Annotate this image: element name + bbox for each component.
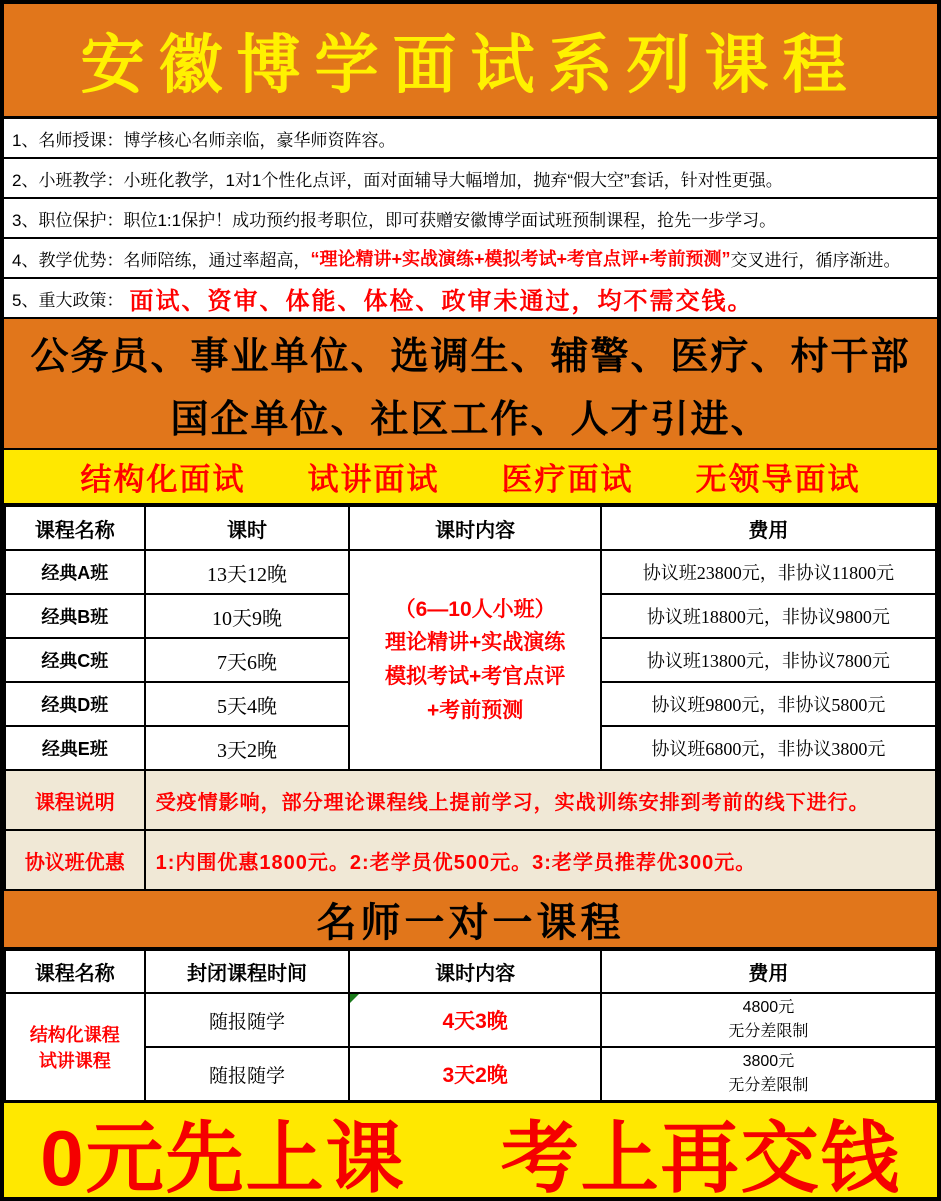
one-on-one-course-name: 结构化课程 — [29, 1025, 120, 1045]
column-header-content: 课时内容 — [349, 506, 600, 550]
course-content-cell — [349, 550, 600, 770]
course-hours-cell: 13天12晚 — [145, 550, 350, 594]
feature-text: 博学核心名师亲临，豪华师资阵容。 — [123, 130, 396, 150]
course-table-header-row — [5, 506, 936, 550]
one-on-one-hours: 4天3晚 — [442, 1010, 508, 1033]
course-name-cell: 经典A班 — [5, 550, 145, 594]
one-on-one-hours-cell — [349, 993, 600, 1047]
audience-banner — [4, 319, 937, 450]
one-on-one-hours: 3天2晚 — [442, 1064, 508, 1087]
note-label-cell: 协议班优惠 — [5, 830, 145, 890]
course-note-row-discount — [5, 830, 936, 890]
feature-row-3 — [4, 199, 937, 239]
fee-note: 无分差限制 — [728, 1023, 809, 1040]
one-on-one-hours-cell — [349, 1047, 600, 1101]
one-on-one-time-cell: 随报随学 — [145, 1047, 350, 1101]
interview-type-medical: 医疗面试 — [501, 462, 634, 497]
note-label-cell: 课程说明 — [5, 770, 145, 830]
footer-slogan-left: 0元先上课 — [40, 1114, 406, 1201]
course-row-a — [5, 550, 936, 594]
poster-header — [4, 4, 937, 119]
feature-label: 5、重大政策： — [12, 290, 124, 310]
audience-line-2: 国企单位、社区工作、人才引进、 — [170, 398, 771, 441]
one-on-one-row-lecture — [5, 1047, 936, 1101]
course-fee-cell: 协议班23800元，非协议11800元 — [601, 550, 936, 594]
course-hours-cell: 10天9晚 — [145, 594, 350, 638]
course-fee-cell: 协议班9800元，非协议5800元 — [601, 682, 936, 726]
feature-row-2 — [4, 159, 937, 199]
feature-label: 1、名师授课： — [12, 130, 124, 150]
course-note-row-description — [5, 770, 936, 830]
column-header-schedule: 封闭课程时间 — [145, 950, 350, 993]
feature-text: 名师陪练，通过率超高， — [123, 250, 311, 270]
column-header-course-name: 课程名称 — [5, 506, 145, 550]
course-name-cell: 经典E班 — [5, 726, 145, 770]
one-on-one-fee-cell — [601, 1047, 936, 1101]
column-header-course-name: 课程名称 — [5, 950, 145, 993]
one-on-one-time-cell: 随报随学 — [145, 993, 350, 1047]
footer-slogan-right: 考上再交钱 — [500, 1114, 901, 1201]
feature-row-5 — [4, 279, 937, 319]
feature-policy: 面试、资审、体能、体检、政审未通过，均不需交钱。 — [129, 288, 754, 315]
content-line: +考前预测 — [427, 698, 524, 722]
one-on-one-fee-cell — [601, 993, 936, 1047]
feature-text: 小班化教学，1对1个性化点评，面对面辅导大幅增加，抛弃“假大空”套话，针对性更强。 — [123, 170, 783, 190]
course-hours-cell: 3天2晚 — [145, 726, 350, 770]
column-header-hours: 课时 — [145, 506, 350, 550]
interview-type-leaderless: 无领导面试 — [695, 462, 861, 497]
fee-note: 无分差限制 — [728, 1077, 809, 1094]
column-header-content: 课时内容 — [349, 950, 600, 993]
feature-label: 4、教学优势： — [12, 250, 124, 270]
features-list — [4, 119, 937, 319]
feature-suffix: 交叉进行，循序渐进。 — [730, 250, 901, 270]
feature-row-1 — [4, 119, 937, 159]
column-header-fee: 费用 — [601, 506, 936, 550]
one-on-one-banner — [4, 891, 937, 949]
note-text-cell: 1:内围优惠1800元。2:老学员优500元。3:老学员推荐优300元。 — [145, 830, 936, 890]
course-fee-cell: 协议班6800元，非协议3800元 — [601, 726, 936, 770]
course-table — [4, 505, 937, 891]
note-text-cell: 受疫情影响，部分理论课程线上提前学习，实战训练安排到考前的线下进行。 — [145, 770, 936, 830]
interview-type-lecture: 试讲面试 — [307, 462, 440, 497]
one-on-one-course-name: 试讲课程 — [38, 1051, 111, 1071]
content-line: 理论精讲+实战演练 — [385, 631, 566, 655]
interview-type-structured: 结构化面试 — [80, 462, 246, 497]
cell-comment-marker-icon — [350, 994, 359, 1003]
feature-label: 2、小班教学： — [12, 170, 124, 190]
poster-title: 安徽博学面试系列课程 — [80, 30, 861, 101]
course-fee-cell: 协议班13800元，非协议7800元 — [601, 638, 936, 682]
one-on-one-course-names-cell — [5, 993, 145, 1101]
feature-text: 职位1:1保护！成功预约报考职位，即可获赠安徽博学面试班预制课程，抢先一步学习。 — [123, 210, 777, 230]
course-name-cell: 经典D班 — [5, 682, 145, 726]
feature-row-4 — [4, 239, 937, 279]
column-header-fee: 费用 — [601, 950, 936, 993]
course-hours-cell: 7天6晚 — [145, 638, 350, 682]
one-on-one-title: 名师一对一课程 — [316, 900, 625, 945]
footer-banner — [4, 1102, 937, 1201]
content-line: 模拟考试+考官点评 — [385, 665, 566, 688]
fee-amount: 3800元 — [742, 1053, 795, 1070]
fee-amount: 4800元 — [742, 999, 795, 1016]
feature-highlight: “理论精讲+实战演练+模拟考试+考官点评+考前预测” — [310, 249, 731, 269]
course-name-cell: 经典B班 — [5, 594, 145, 638]
one-on-one-header-row — [5, 950, 936, 993]
course-name-cell: 经典C班 — [5, 638, 145, 682]
one-on-one-row-structured — [5, 993, 936, 1047]
interview-types-bar — [4, 450, 937, 505]
one-on-one-table — [4, 949, 937, 1102]
content-line: （6—10人小班） — [394, 597, 556, 621]
course-fee-cell: 协议班18800元，非协议9800元 — [601, 594, 936, 638]
feature-label: 3、职位保护： — [12, 210, 124, 230]
audience-line-1: 公务员、事业单位、选调生、辅警、医疗、村干部 — [30, 335, 911, 378]
course-hours-cell: 5天4晚 — [145, 682, 350, 726]
